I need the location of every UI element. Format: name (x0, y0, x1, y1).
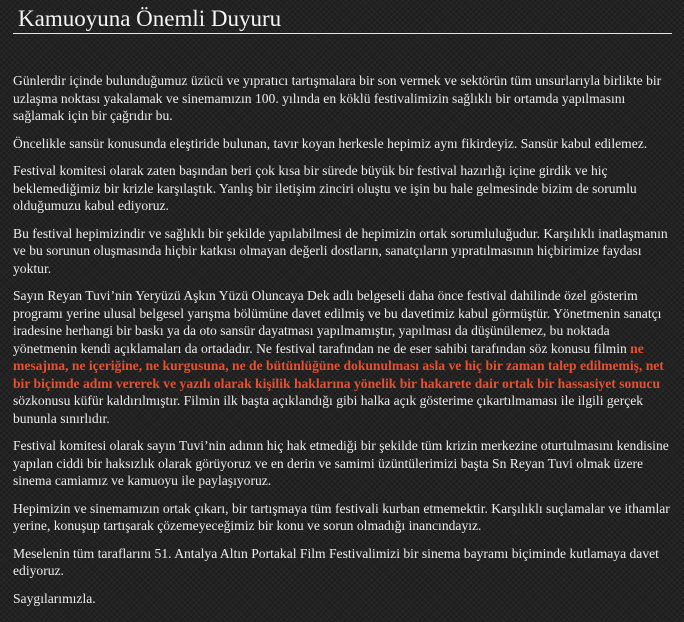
paragraph-1: Günlerdir içinde bulunduğumuz üzücü ve yıpratıcı tartışmalara bir son vermek ve sektörün tüm unsurlarıyla birlikte bir uzlaşma noktası yakalamak ve sinemamızın 100. yılında en köklü festivalimizin sağlıklı bir ortamda yapılmasını sağlamak için bir çağrıdır bu. (13, 73, 662, 123)
highlighted-statement: ne mesajına, ne içeriğine, ne kurgusuna, ne de bütünlüğüne dokunulması asla ve hiç bir zaman talep edilmemiş, net bir biçimde adını vererek ve yazılı olarak kişilik haklarına yönelik bir hakarete dair ortak bir hassasiyet sonucu (13, 340, 664, 391)
paragraph-3: Festival komitesi olarak zaten başından beri çok kısa bir sürede büyük bir festival hazırlığı içine girdik ve hiç beklemediğimiz bir krizle karşılaştık. Yanlış bir iletişim zinciri oluştu ve işin bu hale gelmesinde bizim de sorumlu olduğumuzu kabul ediyoruz. (13, 163, 637, 213)
announcement-body (13, 72, 672, 607)
paragraph-5 (13, 287, 672, 427)
paragraph-7: Hepimizin ve sinemamızın ortak çıkarı, bir tartışmaya tüm festivali kurban etmemektir. Karşılıklı suçlamalar ve ithamlar yerine, konuşup tartışarak çözemeyeceğimiz bir konu ve sorun olmadığı inancındayız. (13, 500, 670, 533)
paragraph-4: Bu festival hepimizindir ve sağlıklı bir şekilde yapılabilmesi de hepimizin ortak sorumluluğudur. Karşılıklı inatlaşmanın ve bu sorunun oluşmasında hiçbir katkısı olmayan değerli dostların, sanatçıların yıpratılmasının hiçbirimize faydası yoktur. (13, 225, 668, 276)
paragraph-5-text-before: Sayın Reyan Tuvi’nin Yeryüzü Aşkın Yüzü Oluncaya Dek adlı belgeseli daha önce festival dahilinde özel gösterim programı yerine ulusal belgesel yarışma bölümüne davet edilmiş ve bu davetimiz kabul görmüştür. Yönetmenin sanatçı iradesine herhangi bir baskı ya da oto sansür dayatması yapılmamıştır, yapılması da düşünülemez, bu noktada yönetmenin kendi açıklamaları da ortadadır. Ne festival tarafından ne de eser sahibi tarafından söz konusu filmin (13, 288, 662, 356)
paragraph-5-text-after: sözkonusu küfür kaldırılmıştır. Filmin ilk başta açıklandığı gibi halka açık gösterime çıkartılmaması ile ilgili gerçek bununla sınırlıdır. (13, 393, 644, 426)
page-title: Kamuoyuna Önemli Duyuru (13, 0, 672, 34)
paragraph-2: Öncelikle sansür konusunda eleştiride bulunan, tavır koyan herkesle hepimiz aynı fikirdeyiz. Sansür kabul edilemez. (13, 135, 648, 151)
paragraph-6: Festival komitesi olarak sayın Tuvi’nin adının hiç hak etmediği bir şekilde tüm krizin merkezine oturtulmasını kendisine yapılan ciddi bir haksızlık olarak görüyoruz ve en derin ve samimi üzüntülerimizi başta Sn Reyan Tuvi olmak üzere sinema camiamız ve kamuoyu ile paylaşıyoruz. (13, 438, 669, 488)
paragraph-8: Meselenin tüm taraflarını 51. Antalya Altın Portakal Film Festivalimizi bir sinema bayramı biçiminde kutlamaya davet ediyoruz. (13, 545, 659, 578)
sign-off: Saygılarımızla. (13, 590, 96, 606)
